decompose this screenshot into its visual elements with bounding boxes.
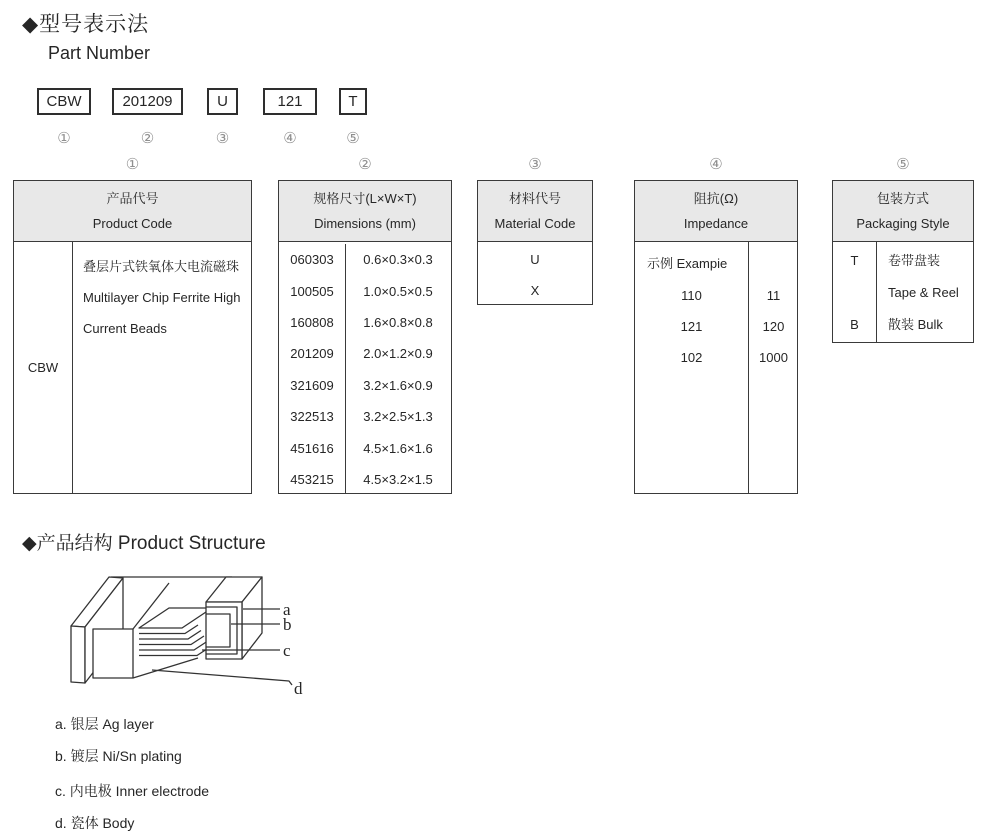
table-row: 120 <box>762 319 785 334</box>
table-row: 322513 <box>290 409 334 425</box>
packaging-code <box>833 276 876 309</box>
description-line: Multilayer Chip Ferrite High <box>83 290 241 305</box>
circled-index-2: ② <box>140 130 155 147</box>
table-row: 160808 <box>290 314 334 330</box>
column-divider <box>748 242 749 493</box>
packaging-code: T <box>850 253 859 268</box>
packaging-text: 散装 Bulk <box>888 317 943 332</box>
table-index-5: ⑤ <box>896 156 910 173</box>
section-title-part-number-en: Part Number <box>48 43 151 63</box>
packaging-table <box>832 180 974 343</box>
part-number-segment-product-code: CBW <box>37 88 91 115</box>
circled-index-4: ④ <box>283 130 297 147</box>
impedance-table <box>634 180 798 494</box>
impedance-table-header <box>635 181 797 242</box>
table-row: 1.6×0.8×0.8 <box>363 314 433 330</box>
header-zh: 材料代号 <box>508 191 561 207</box>
table-index-4: ④ <box>709 156 723 173</box>
table-row: 1000 <box>759 350 788 365</box>
description-line: 叠层片式铁氧体大电流磁珠 <box>83 259 240 274</box>
packaging-table-body <box>833 242 973 342</box>
dimensions-table <box>278 180 452 494</box>
product-code-table <box>13 180 252 494</box>
header-en: Dimensions (mm) <box>314 215 416 231</box>
material-code-table <box>477 180 593 305</box>
product-structure-diagram <box>56 558 376 708</box>
material-code-table-header <box>478 181 592 242</box>
dimensions-table-body <box>279 242 451 493</box>
description-line: Current Beads <box>83 321 167 336</box>
diagram-label-b: b <box>283 615 292 634</box>
legend-item-inner-electrode: c. 内电极 Inner electrode <box>55 783 210 799</box>
header-zh: 规格尺寸(L×W×T) <box>313 191 417 207</box>
section-title-product-structure: ◆产品结构 Product Structure <box>22 533 266 554</box>
legend-item-ni-sn-plating: b. 镀层 Ni/Sn plating <box>55 748 182 764</box>
table-row: 102 <box>680 350 703 365</box>
chip-bead-cutaway-drawing <box>56 558 376 708</box>
part-number-segment-dimensions: 201209 <box>112 88 183 115</box>
table-row: 201209 <box>290 346 334 362</box>
table-row: 3.2×1.6×0.9 <box>363 377 433 393</box>
column-divider <box>345 244 346 494</box>
circled-index-3: ③ <box>215 130 230 147</box>
packaging-text: 卷带盘装 <box>888 253 941 268</box>
table-index-2: ② <box>358 156 372 173</box>
column-divider <box>876 242 877 342</box>
circled-index-5: ⑤ <box>346 130 360 147</box>
table-row: 4.5×3.2×1.5 <box>363 471 433 487</box>
table-row: 2.0×1.2×0.9 <box>363 346 433 362</box>
material-code-value: X <box>530 283 540 298</box>
diagram-label-c: c <box>283 641 291 660</box>
impedance-example-label: 示例 Exampie <box>647 256 728 271</box>
diagram-label-d: d <box>294 679 303 698</box>
table-row: 100505 <box>290 283 334 299</box>
part-number-segment-material: U <box>207 88 238 115</box>
table-index-1: ① <box>125 156 140 173</box>
material-code-value: U <box>530 252 540 267</box>
product-code-description <box>73 242 251 493</box>
part-number-segment-packaging: T <box>339 88 367 115</box>
product-code-table-header <box>14 181 251 242</box>
legend-item-body: d. 瓷体 Body <box>55 815 135 831</box>
section-title-part-number-zh: ◆型号表示法 <box>22 13 150 36</box>
header-en: Packaging Style <box>856 215 950 231</box>
header-en: Impedance <box>683 215 749 231</box>
table-index-3: ③ <box>528 156 542 173</box>
table-row: 121 <box>680 319 703 334</box>
diagram-label-a: a <box>283 600 291 619</box>
packaging-text: Tape & Reel <box>888 285 959 300</box>
table-row: 060303 <box>290 252 334 268</box>
header-zh: 包装方式 <box>876 191 929 207</box>
header-zh: 阻抗(Ω) <box>693 191 739 207</box>
table-row: 1.0×0.5×0.5 <box>363 283 433 299</box>
table-row: 4.5×1.6×1.6 <box>363 440 433 456</box>
header-en: Material Code <box>494 215 576 231</box>
table-row: 451616 <box>290 440 334 456</box>
table-row: 110 <box>681 288 702 303</box>
circled-index-1: ① <box>57 130 71 147</box>
product-code-value: CBW <box>14 242 73 493</box>
packaging-table-header <box>833 181 973 242</box>
material-code-table-body <box>478 242 592 306</box>
table-row: 11 <box>766 288 781 303</box>
header-en: Product Code <box>92 215 173 231</box>
packaging-code: B <box>850 317 859 332</box>
table-row: 321609 <box>290 377 334 393</box>
impedance-table-body <box>635 242 797 493</box>
dimensions-table-header <box>279 181 451 242</box>
legend-item-ag-layer: a. 银层 Ag layer <box>55 716 154 732</box>
header-zh: 产品代号 <box>106 191 159 207</box>
table-row: 0.6×0.3×0.3 <box>363 252 433 268</box>
part-number-segment-impedance: 121 <box>263 88 317 115</box>
table-row: 3.2×2.5×1.3 <box>363 409 433 425</box>
table-row: 453215 <box>290 471 334 487</box>
